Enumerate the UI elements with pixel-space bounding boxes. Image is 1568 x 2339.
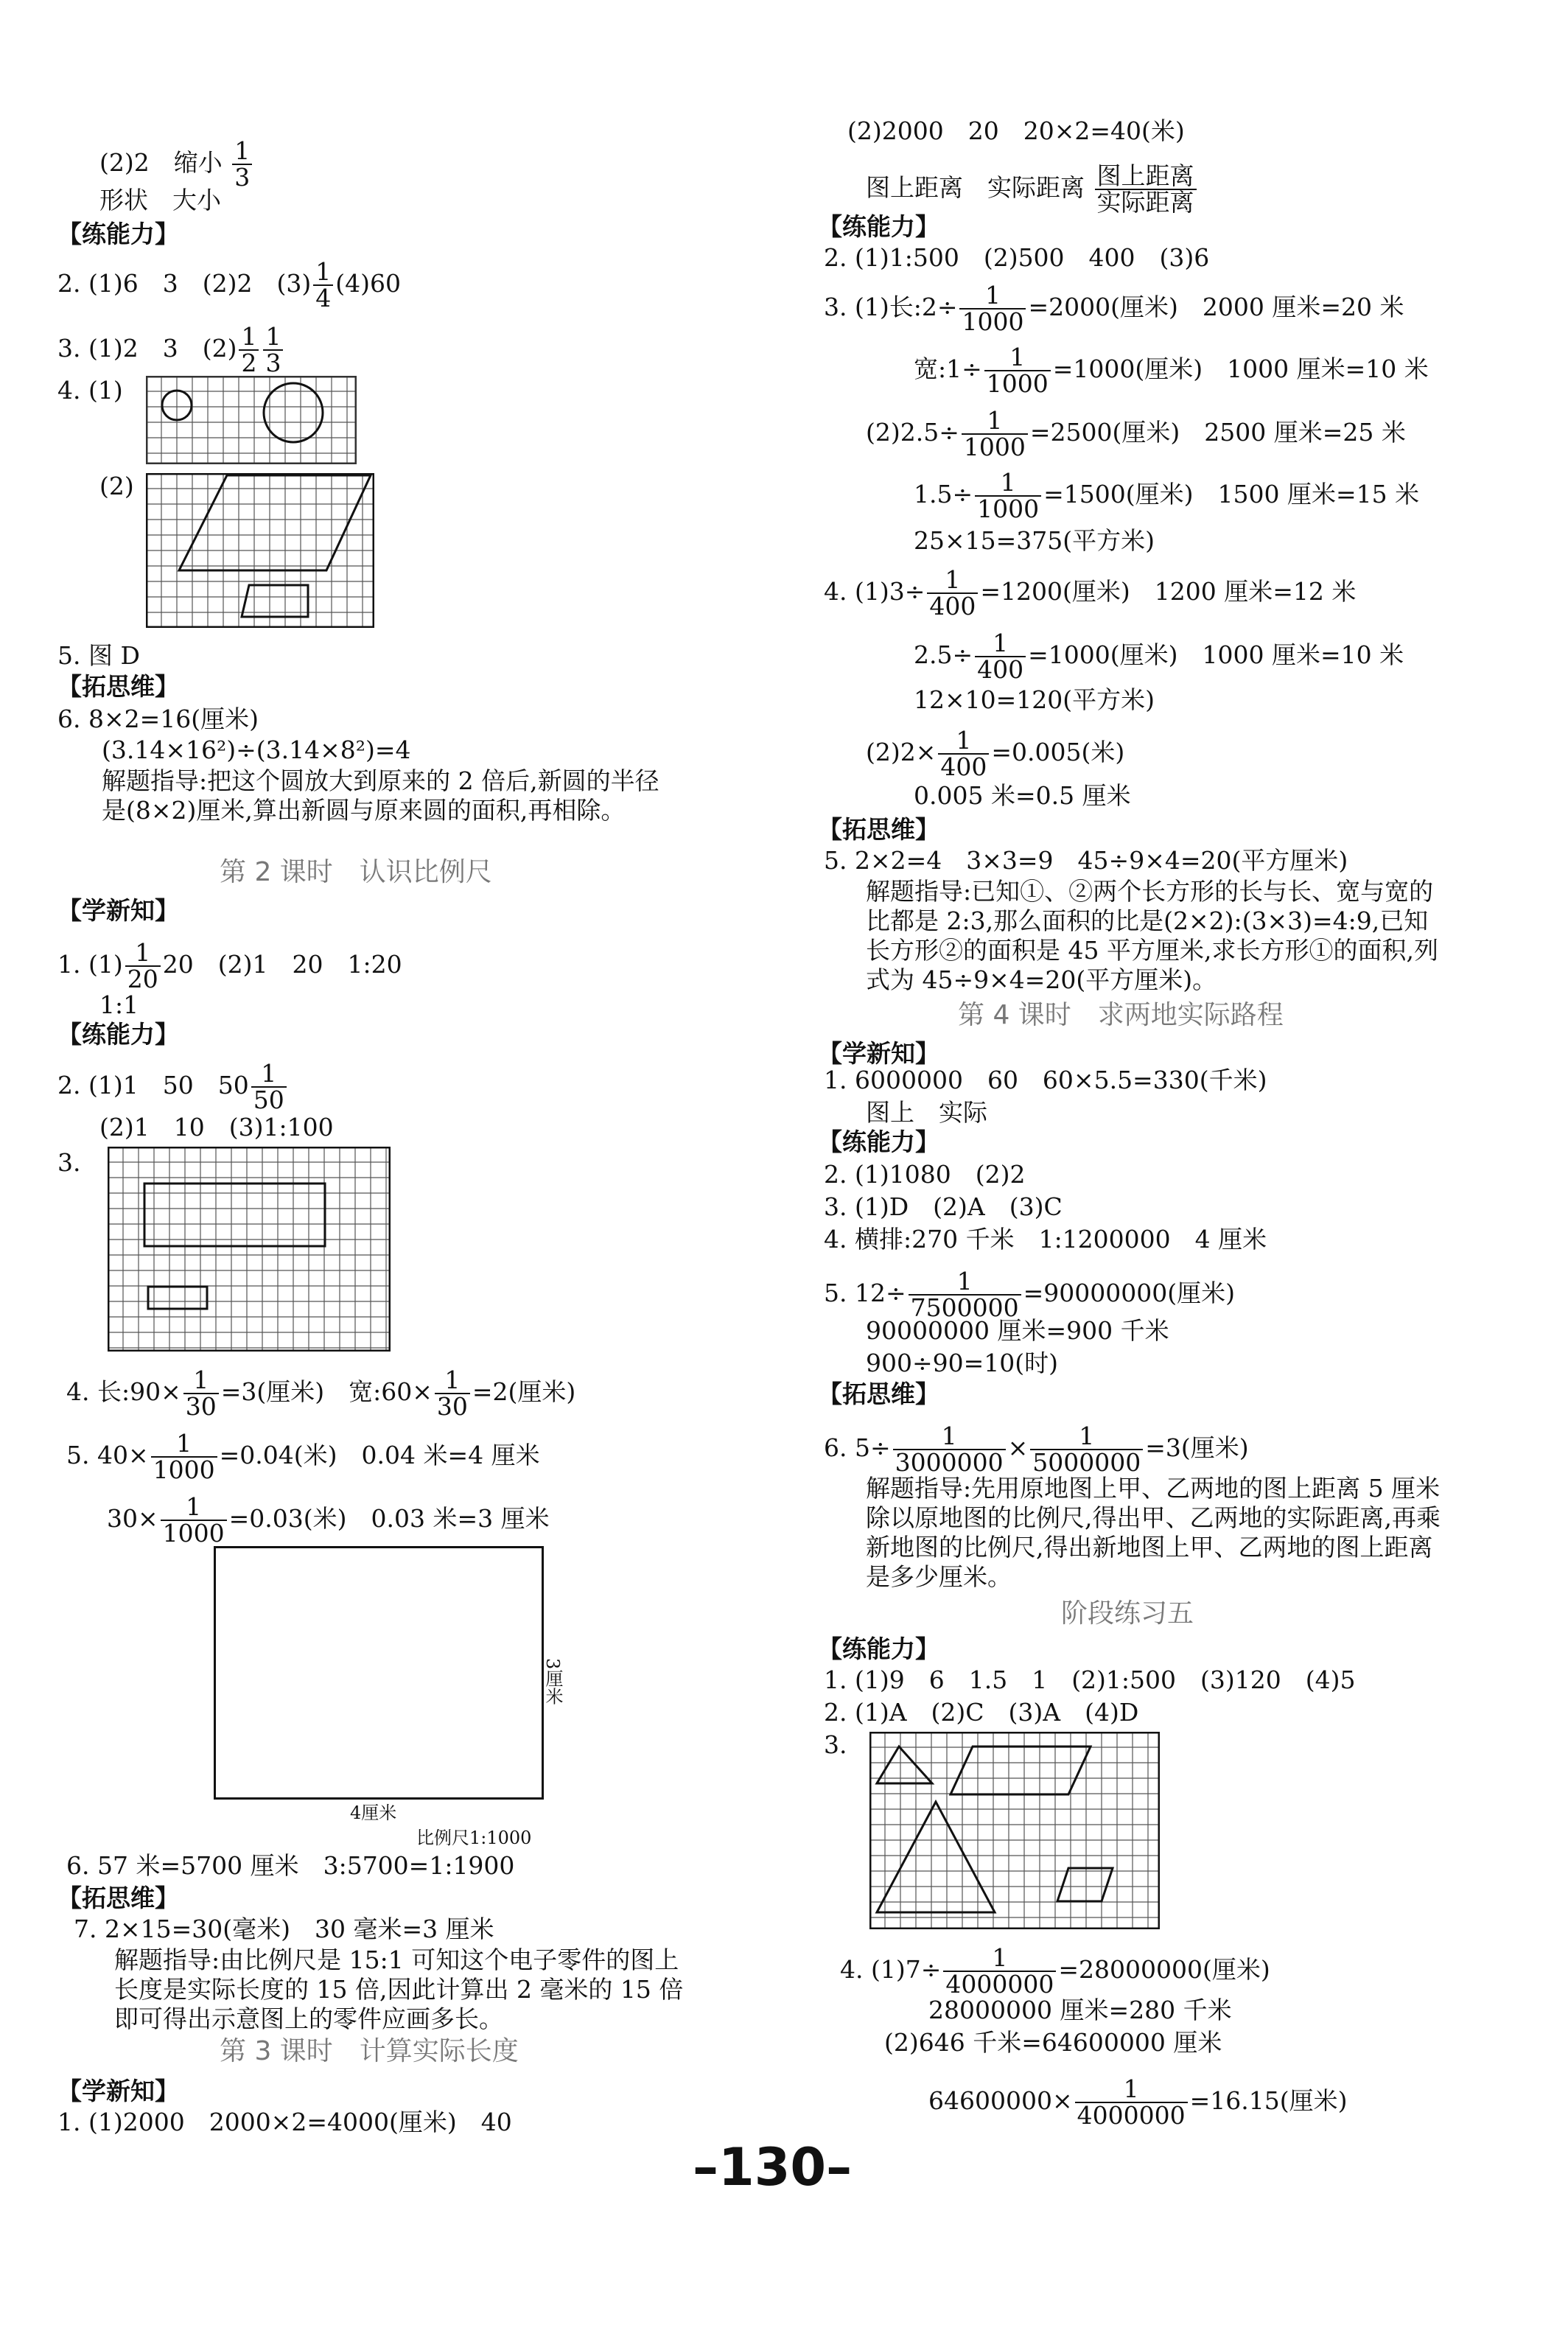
small-parallelogram-2 — [1057, 1868, 1113, 1901]
section-label: 【拓思维】 — [818, 815, 939, 844]
fraction: $\frac{1}{7500000}$ — [909, 1269, 1021, 1321]
answer-line: 3. — [824, 1730, 847, 1759]
answer-line: (3.14×16²)÷(3.14×8²)=4 — [102, 735, 411, 764]
grid-figure-rectangles — [108, 1147, 391, 1352]
answer-line: (2)2 缩小 $\frac{1}{3}$ — [99, 139, 254, 190]
answer-line: 90000000 厘米=900 千米 — [866, 1316, 1169, 1345]
answer-line: 3. (1)D (2)A (3)C — [824, 1192, 1063, 1221]
fraction: 图上距离 实际距离 — [1095, 164, 1197, 215]
answer-line: 5. 图 D — [57, 641, 140, 670]
lesson-heading: 第 4 课时 求两地实际路程 — [958, 1000, 1284, 1030]
section-label: 【拓思维】 — [57, 1884, 179, 1912]
fraction: $\frac{1}{1000}$ — [984, 345, 1051, 396]
answer-line: 6. 5÷ $\frac{1}{3000000}$ × $\frac{1}{5000000}$ =3(厘米) — [824, 1422, 1249, 1477]
rect-height-label: 3厘米 — [542, 1658, 563, 1705]
answer-line: 4. (1)3÷ $\frac{1}{400}$ =1200(厘米) 1200 厘米=12 米 — [824, 565, 1357, 620]
answer-line: 5. 40× $\frac{1}{1000}$ =0.04(米) 0.04 米=4 厘米 — [66, 1429, 540, 1484]
large-triangle — [877, 1802, 995, 1912]
fraction: $\frac{1}{5000000}$ — [1030, 1424, 1143, 1475]
fraction: $\frac{1}{3000000}$ — [893, 1424, 1006, 1475]
fraction: $\frac{1}{1000}$ — [161, 1494, 227, 1546]
large-parallelogram-2 — [951, 1747, 1091, 1794]
answer-line: 7. 2×15=30(毫米) 30 毫米=3 厘米 — [74, 1915, 494, 1943]
answer-line: 2.5÷ $\frac{1}{400}$ =1000(厘米) 1000 厘米=10 米 — [914, 629, 1404, 684]
answer-line: 0.005 米=0.5 厘米 — [914, 781, 1131, 810]
scale-label: 比例尺1:1000 — [416, 1828, 532, 1848]
fraction: $\frac{1}{1000}$ — [962, 408, 1028, 460]
answer-line: 宽:1÷ $\frac{1}{1000}$ =1000(厘米) 1000 厘米=10 米 — [914, 343, 1429, 398]
fraction: $\frac{1}{2}$ — [239, 324, 259, 376]
answer-line: 1:1 — [99, 990, 139, 1019]
answer-line: 4. (1) — [57, 376, 123, 405]
answer-line: 5. 12÷ $\frac{1}{7500000}$ =90000000(厘米) — [824, 1267, 1235, 1322]
section-label: 【练能力】 — [818, 1127, 939, 1156]
fraction: $\frac{1}{4000000}$ — [1075, 2077, 1188, 2128]
answer-line: 图上 实际 — [866, 1098, 987, 1127]
section-label: 【练能力】 — [57, 220, 179, 248]
fraction: $\frac{1}{20}$ — [125, 940, 161, 992]
answer-line: 4. (1)7÷ $\frac{1}{4000000}$ =28000000(厘米) — [840, 1943, 1270, 1999]
fraction: $\frac{1}{1000}$ — [959, 283, 1026, 335]
fraction: $\frac{1}{400}$ — [927, 567, 978, 619]
answer-line: 30× $\frac{1}{1000}$ =0.03(米) 0.03 米=3 厘米 — [107, 1492, 550, 1548]
fraction: $\frac{1}{4000000}$ — [943, 1945, 1056, 1997]
answer-line: 6. 57 米=5700 厘米 3:5700=1:1900 — [66, 1851, 515, 1880]
small-rectangle — [148, 1287, 207, 1309]
answer-line: (2) — [99, 472, 134, 500]
answer-line: 64600000× $\frac{1}{4000000}$ =16.15(厘米) — [928, 2074, 1348, 2130]
answer-line: 12×10=120(平方米) — [914, 685, 1155, 714]
fraction: $\frac{1}{400}$ — [975, 631, 1026, 682]
lesson-heading: 阶段练习五 — [1061, 1598, 1194, 1629]
answer-line: (2)1 10 (3)1:100 — [99, 1113, 334, 1141]
answer-line: (2)2000 20 20×2=40(米) — [847, 116, 1185, 145]
fraction: $\frac{1}{30}$ — [183, 1368, 219, 1419]
answer-line: 1. 6000000 60 60×5.5=330(千米) — [824, 1066, 1267, 1094]
section-label: 【练能力】 — [818, 1634, 939, 1663]
answer-line: 4. 横排:270 千米 1:1200000 4 厘米 — [824, 1225, 1267, 1254]
solution-hint: 解题指导:已知①、②两个长方形的长与长、宽与宽的比都是 2:3,那么面积的比是(2×2):(3×3)=4:9,已知长方形②的面积是 45 平方厘米,求长方形①的面积,列式为 45÷9×4=20(平方厘米)。 — [866, 877, 1438, 994]
answer-line: 1. (1)9 6 1.5 1 (2)1:500 (3)120 (4)5 — [824, 1665, 1356, 1694]
lesson-heading: 第 2 课时 认识比例尺 — [220, 857, 492, 887]
answer-line: 3. (1)长:2÷ $\frac{1}{1000}$ =2000(厘米) 2000 厘米=20 米 — [824, 281, 1404, 336]
fraction: $\frac{1}{3}$ — [263, 324, 283, 376]
answer-line: 3. (1)2 3 (2) $\frac{1}{2}$ $\frac{1}{3}$ — [57, 324, 285, 376]
fraction: $\frac{1}{1000}$ — [975, 470, 1041, 522]
large-circle — [264, 383, 323, 442]
answer-line: 4. 长:90× $\frac{1}{30}$ =3(厘米) 宽:60× $\frac{1}{30}$ =2(厘米) — [66, 1366, 576, 1421]
answer-line: (2)2.5÷ $\frac{1}{1000}$ =2500(厘米) 2500 厘米=25 米 — [866, 406, 1406, 461]
section-label: 【学新知】 — [57, 2077, 179, 2105]
solution-hint: 解题指导:由比例尺是 15:1 可知这个电子零件的图上长度是实际长度的 15 倍,因此计算出 2 毫米的 15 倍即可得出示意图上的零件应画多长。 — [114, 1945, 684, 2033]
answer-line: (2)2× $\frac{1}{400}$ =0.005(米) — [866, 726, 1125, 781]
answer-line: 5. 2×2=4 3×3=9 45÷9×4=20(平方厘米) — [824, 846, 1348, 875]
answer-line: 3. — [57, 1148, 81, 1177]
fraction: $\frac{1}{4}$ — [313, 259, 333, 311]
grid-figure-parallelograms — [146, 473, 374, 628]
answer-line: 形状 大小 — [99, 186, 221, 214]
fraction: $\frac{1}{1000}$ — [151, 1431, 217, 1483]
answer-line: 6. 8×2=16(厘米) — [57, 705, 259, 733]
answer-line: 1. (1) $\frac{1}{20}$ 20 (2)1 20 1:20 — [57, 938, 402, 993]
section-label: 【练能力】 — [818, 212, 939, 241]
fraction: $\frac{1}{400}$ — [938, 728, 989, 780]
answer-line: 2. (1)1080 (2)2 — [824, 1160, 1026, 1189]
answer-line: 28000000 厘米=280 千米 — [928, 1996, 1232, 2024]
answer-line: 2. (1)1:500 (2)500 400 (3)6 — [824, 243, 1210, 272]
grid-figure-circles — [146, 376, 357, 464]
grid-figure-triangles — [869, 1732, 1160, 1929]
section-label: 【学新知】 — [818, 1039, 939, 1068]
answer-line: 2. (1)A (2)C (3)A (4)D — [824, 1698, 1139, 1727]
fraction: $\frac{1}{30}$ — [435, 1368, 470, 1419]
page-number: –130– — [693, 2137, 853, 2198]
answer-line: 2. (1)6 3 (2)2 (3) $\frac{1}{4}$ (4)60 — [57, 257, 401, 312]
section-label: 【拓思维】 — [818, 1380, 939, 1408]
answer-line: 2. (1)1 50 50 $\frac{1}{50}$ — [57, 1061, 289, 1113]
scale-drawing-rectangle — [214, 1546, 544, 1800]
answer-line: 图上距离 实际距离 图上距离 实际距离 — [866, 164, 1199, 215]
fraction: $\frac{1}{50}$ — [251, 1061, 287, 1113]
solution-hint: 解题指导:先用原地图上甲、乙两地的图上距离 5 厘米除以原地图的比例尺,得出甲、乙两地的实际距离,再乘新地图的比例尺,得出新地图上甲、乙两地的图上距离是多少厘米。 — [866, 1474, 1441, 1591]
section-label: 【拓思维】 — [57, 672, 179, 701]
answer-line: 1. (1)2000 2000×2=4000(厘米) 40 — [57, 2108, 512, 2136]
section-label: 【学新知】 — [57, 896, 179, 925]
fraction: $\frac{1}{3}$ — [232, 139, 252, 190]
lesson-heading: 第 3 课时 计算实际长度 — [220, 2036, 519, 2066]
answer-line: 25×15=375(平方米) — [914, 526, 1155, 555]
answer-line: 900÷90=10(时) — [866, 1349, 1059, 1377]
answer-line: 1.5÷ $\frac{1}{1000}$ =1500(厘米) 1500 厘米=15 米 — [914, 468, 1420, 523]
solution-hint: 解题指导:把这个圆放大到原来的 2 倍后,新圆的半径是(8×2)厘米,算出新圆与原来圆的面积,再相除。 — [102, 766, 659, 825]
answer-line: (2)646 千米=64600000 厘米 — [884, 2028, 1222, 2057]
section-label: 【练能力】 — [57, 1020, 179, 1049]
rect-width-label: 4厘米 — [350, 1803, 397, 1823]
